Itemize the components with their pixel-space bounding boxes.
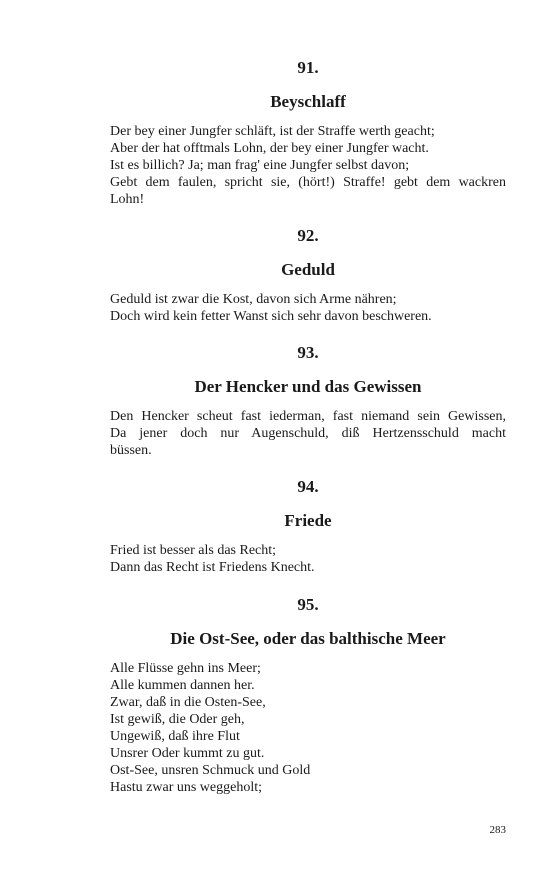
- poem-95: [110, 594, 506, 796]
- poem-text: [110, 660, 506, 796]
- poem-line: Dann das Recht ist Friedens Knecht.: [110, 560, 315, 575]
- poem-line: Alle Flüsse gehn ins Meer;: [110, 661, 261, 676]
- poem-number: 95.: [297, 595, 319, 614]
- poem-number: 91.: [297, 58, 319, 77]
- poem-line: Fried ist besser als das Recht;: [110, 543, 277, 558]
- poem-line: Ist es billich? Ja; man frag' eine Jungfer selbst davon;: [110, 158, 410, 173]
- poem-line: Zwar, daß in die Osten-See,: [110, 695, 266, 710]
- poem-number: 92.: [297, 226, 319, 245]
- poem-title: Der Hencker und das Gewissen: [194, 377, 422, 396]
- poem-line: Der bey einer Jungfer schläft, ist der Straffe werth geacht;: [110, 124, 435, 139]
- poem-line: Ost-See, unsren Schmuck und Gold: [110, 763, 311, 778]
- poem-text: [110, 408, 506, 459]
- poem-line: Geduld ist zwar die Kost, davon sich Arme nähren;: [110, 292, 397, 307]
- poem-line: Ungewiß, daß ihre Flut: [110, 729, 240, 744]
- poem-92: [110, 225, 506, 325]
- poem-line: Alle kummen dannen her.: [110, 678, 255, 693]
- poem-title: Beyschlaff: [270, 92, 346, 111]
- poem-line: Da jener doch nur Augenschuld, diß Hertzensschuld macht: [110, 426, 506, 441]
- poem-number: 94.: [297, 477, 319, 496]
- poem-line: Lohn!: [110, 192, 145, 207]
- page-number: 283: [489, 824, 506, 836]
- poem-title: Die Ost-See, oder das balthische Meer: [170, 629, 446, 648]
- poem-text: [110, 542, 506, 576]
- poem-line: Gebt dem faulen, spricht sie, (hört!) Straffe! gebt dem wackren: [110, 175, 506, 190]
- poem-line: Ist gewiß, die Oder geh,: [110, 712, 245, 727]
- poem-line: Aber der hat offtmals Lohn, der bey einer Jungfer wacht.: [110, 141, 429, 156]
- poem-title: Friede: [284, 511, 332, 530]
- poem-text: [110, 123, 506, 208]
- poem-94: [110, 476, 506, 576]
- poem-number: 93.: [297, 343, 319, 362]
- poem-line: Den Hencker scheut fast iederman, fast niemand sein Gewissen,: [110, 409, 506, 424]
- poem-93: [110, 342, 506, 459]
- poem-line: büssen.: [110, 443, 152, 458]
- poem-line: Hastu zwar uns weggeholt;: [110, 780, 263, 795]
- poem-91: [110, 57, 506, 208]
- poem-line: Unsrer Oder kummt zu gut.: [110, 746, 265, 761]
- poem-line: Doch wird kein fetter Wanst sich sehr davon beschweren.: [110, 309, 432, 324]
- poem-title: Geduld: [281, 260, 335, 279]
- poem-text: [110, 291, 506, 325]
